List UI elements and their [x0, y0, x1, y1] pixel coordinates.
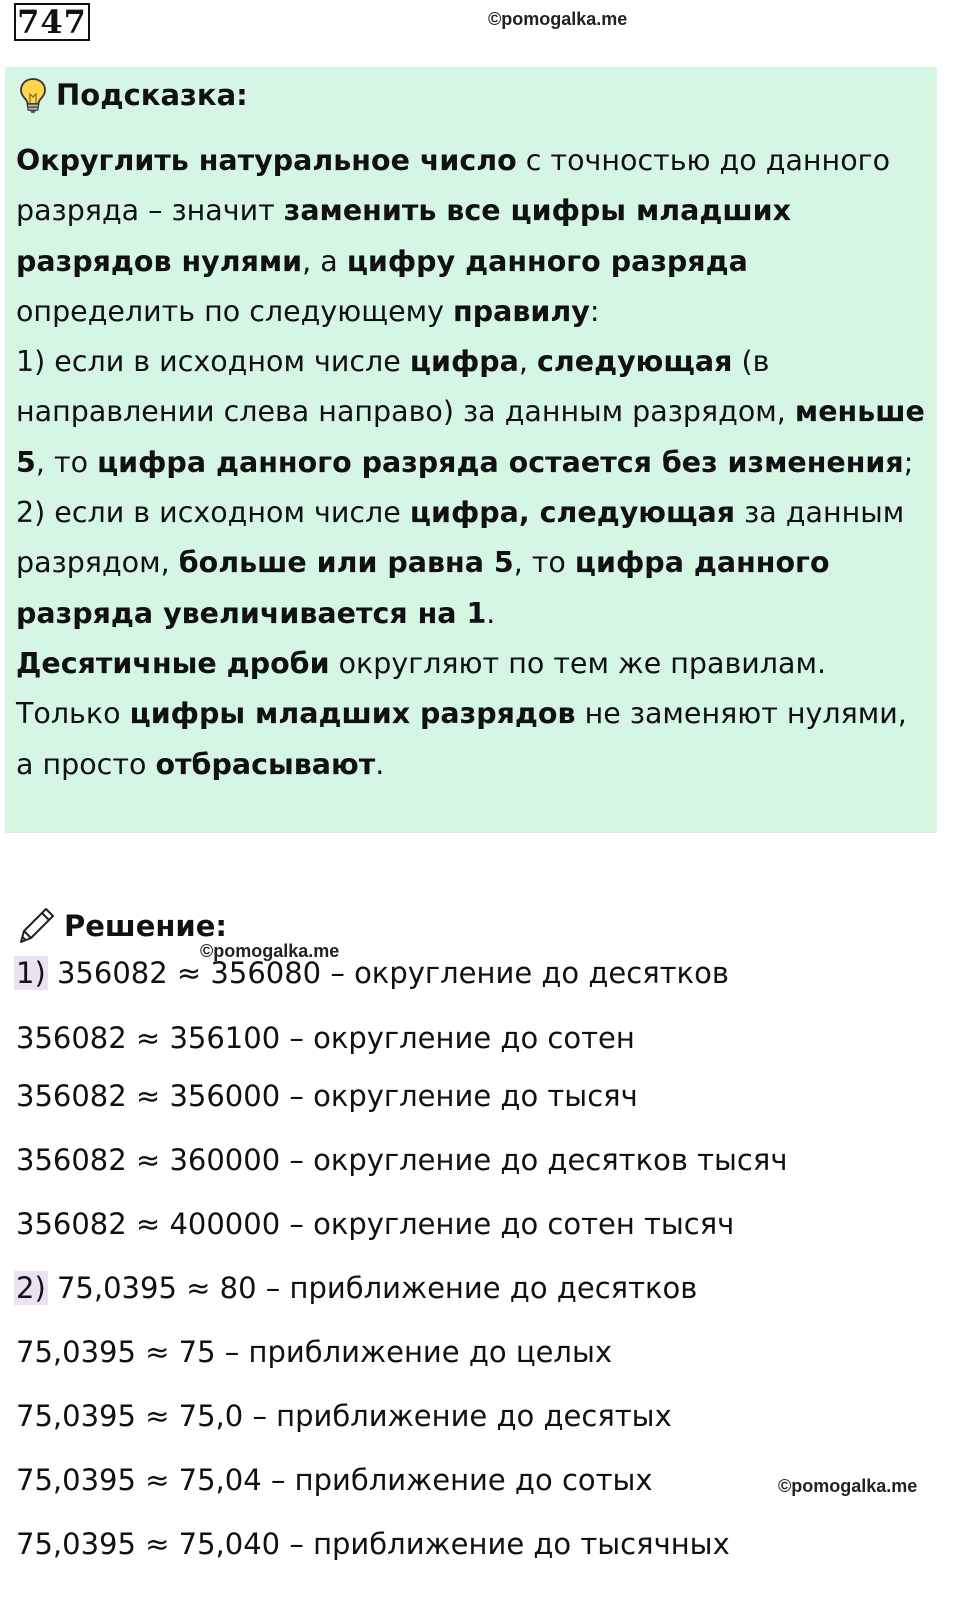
text-bold: больше или равна 5 — [178, 546, 514, 580]
text: . — [375, 747, 385, 781]
solution-line: 75,0395 ≈ 75,040 – приближение до тысячных — [16, 1527, 730, 1561]
text: , а — [302, 244, 347, 278]
hint-paragraph-decimals — [16, 639, 932, 790]
solution-text: 75,0395 ≈ 80 – приближение до десятков — [47, 1271, 698, 1305]
text: округляют по тем же правилам. Только — [16, 646, 827, 731]
text-bold: следующая — [536, 345, 733, 379]
solution-line: 75,0395 ≈ 75,04 – приближение до сотых — [16, 1463, 653, 1497]
solution-title — [18, 904, 227, 948]
part-2-marker: 2) — [16, 1271, 46, 1305]
text-bold: цифра, следующая — [409, 496, 736, 530]
text: не заменяют нулями, а просто — [16, 697, 907, 781]
text: 2) если в исходном числе — [16, 496, 410, 530]
solution-line: 356082 ≈ 400000 – округление до сотен тысяч — [16, 1207, 735, 1241]
text: определить по следующему — [16, 294, 454, 328]
text: , то — [513, 546, 575, 580]
solution-line — [16, 1268, 697, 1308]
part-1-marker: 1) — [16, 956, 46, 990]
pencil-icon — [18, 906, 56, 946]
text-bold: заменить все цифры младших разрядов нулями — [16, 194, 791, 278]
text-bold: цифра данного разряда остается без изменения — [97, 445, 904, 479]
text-bold: цифру данного разряда — [346, 244, 748, 278]
solution-text: 356082 ≈ 356080 – округление до десятков — [47, 956, 729, 990]
text: , — [518, 345, 537, 379]
hint-rule-1 — [16, 337, 932, 488]
hint-title-text: Подсказка: — [56, 78, 248, 112]
text-bold: отбрасывают — [155, 747, 376, 781]
solution-line: 356082 ≈ 356000 – округление до тысяч — [16, 1079, 638, 1113]
watermark-bottom: ©pomogalka.me — [778, 1476, 918, 1496]
solution-line: 75,0395 ≈ 75 – приближение до целых — [16, 1335, 613, 1369]
solution-line: 356082 ≈ 356100 – округление до сотен — [16, 1021, 635, 1055]
text-bold: меньше 5 — [16, 395, 925, 479]
text-bold: цифры младших разрядов — [129, 697, 576, 731]
text: . — [486, 596, 496, 630]
task-number: 747 — [14, 3, 90, 41]
text: за данным разрядом, — [16, 496, 905, 580]
watermark-middle: ©pomogalka.me — [200, 941, 340, 961]
solution-title-text: Решение: — [64, 909, 228, 943]
hint-rule-2 — [16, 488, 932, 639]
hint-title — [18, 76, 248, 114]
hint-paragraph-definition — [16, 136, 932, 337]
text: (в направлении слева направо) за данным разрядом, — [16, 345, 795, 429]
solution-line: 356082 ≈ 360000 – округление до десятков тысяч — [16, 1143, 788, 1177]
text-bold: Округлить натуральное число — [16, 144, 517, 177]
text: с точностью до данного разряда – значит — [16, 144, 891, 228]
text-bold: Десятичные дроби — [16, 646, 330, 680]
text: : — [589, 294, 600, 328]
text: , то — [35, 445, 98, 479]
text: 1) если в исходном числе — [16, 345, 410, 379]
text-bold: правилу — [453, 294, 590, 328]
text: ; — [903, 445, 914, 479]
text-bold: цифра — [409, 345, 519, 379]
hint-text — [16, 136, 932, 790]
solution-line: 75,0395 ≈ 75,0 – приближение до десятых — [16, 1399, 672, 1433]
solution-line — [16, 953, 729, 993]
text-bold: цифра данного разряда увеличивается на 1 — [16, 546, 830, 630]
watermark-top: ©pomogalka.me — [488, 9, 628, 29]
lightbulb-icon — [18, 76, 48, 114]
